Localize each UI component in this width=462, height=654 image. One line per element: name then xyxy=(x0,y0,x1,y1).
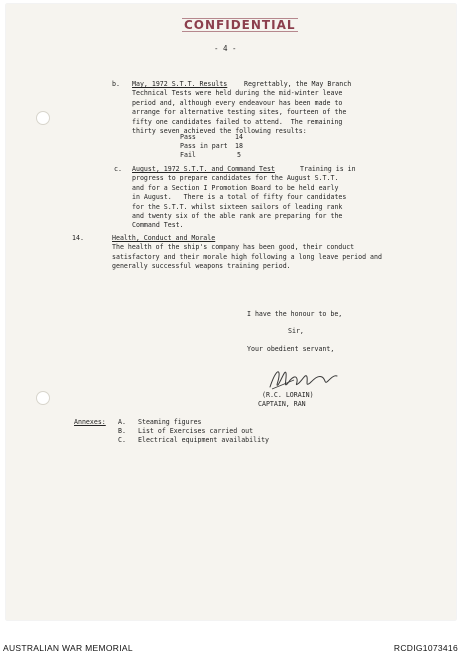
para-c-line: Command Test. xyxy=(132,221,184,230)
para-14-line: satisfactory and their morale high following a long leave period and xyxy=(112,252,382,261)
annexes-label: Annexes: xyxy=(74,418,106,426)
para-c-marker: c. xyxy=(114,165,122,173)
signatory-name: (R.C. LORAIN) xyxy=(262,391,314,399)
para-b-line: Regrettably, the May Branch xyxy=(244,80,352,88)
handwritten-signature xyxy=(266,365,340,393)
annex-letter: A. xyxy=(118,418,126,426)
closing-line: I have the honour to be, xyxy=(247,310,343,318)
para-c-line: progress to prepare candidates for the August S.T.T. xyxy=(132,174,339,183)
para-14-line: generally successful weapons training period. xyxy=(112,262,291,271)
result-label: Fail xyxy=(180,151,196,159)
para-c-line: and twenty six of the able rank are preparing for the xyxy=(132,212,343,220)
annex-letter: C. xyxy=(118,436,126,444)
annex-text: Steaming figures xyxy=(138,418,202,426)
para-b-heading: May, 1972 S.T.T. Results xyxy=(132,80,228,88)
para-c-line: for the S.T.T. whilst sixteen sailors of leading rank xyxy=(132,202,343,211)
annex-text: Electrical equipment availability xyxy=(138,436,270,444)
confidential-stamp: CONFIDENTIAL xyxy=(184,18,296,32)
para-14-number: 14. xyxy=(72,234,84,242)
closing-line: Sir, xyxy=(288,327,304,335)
para-b-line: thirty seven achieved the following results: xyxy=(132,127,307,135)
annex-text: List of Exercises carried out xyxy=(138,427,254,435)
para-14-line: The health of the ship's company has been good, their conduct xyxy=(112,243,355,252)
annex-letter: B. xyxy=(118,427,126,435)
result-value: 14 xyxy=(235,133,243,141)
para-c-line: Training is in xyxy=(300,165,356,173)
para-c-line: and for a Section I Promotion Board to be held early xyxy=(132,183,339,192)
result-label: Pass in part xyxy=(180,142,228,150)
punch-hole xyxy=(36,111,50,125)
para-b-line: Technical Tests were held during the mid-winter leave xyxy=(132,89,343,98)
result-label: Pass xyxy=(180,133,196,141)
page-number: - 4 - xyxy=(214,44,237,53)
punch-hole xyxy=(36,391,50,405)
footer-right: RCDIG1073416 xyxy=(393,643,458,653)
para-b-line: arrange for alternative testing sites, fourteen of the xyxy=(132,108,347,117)
closing-line: Your obedient servant, xyxy=(247,345,335,353)
para-b-marker: b. xyxy=(112,80,120,88)
signatory-rank: CAPTAIN, RAN xyxy=(258,400,306,408)
result-value: 18 xyxy=(235,142,243,150)
para-c-heading: August, 1972 S.T.T. and Command Test xyxy=(132,165,275,173)
para-14-heading: Health, Conduct and Morale xyxy=(112,234,216,242)
footer-left: AUSTRALIAN WAR MEMORIAL xyxy=(3,643,133,653)
para-b-line: period and, although every endeavour has been made to xyxy=(132,98,343,107)
para-b-line: fifty one candidates failed to attend. The remaining xyxy=(132,117,343,126)
para-c-line: in August. There is a total of fifty four candidates xyxy=(132,193,347,202)
result-value: 5 xyxy=(237,151,241,159)
